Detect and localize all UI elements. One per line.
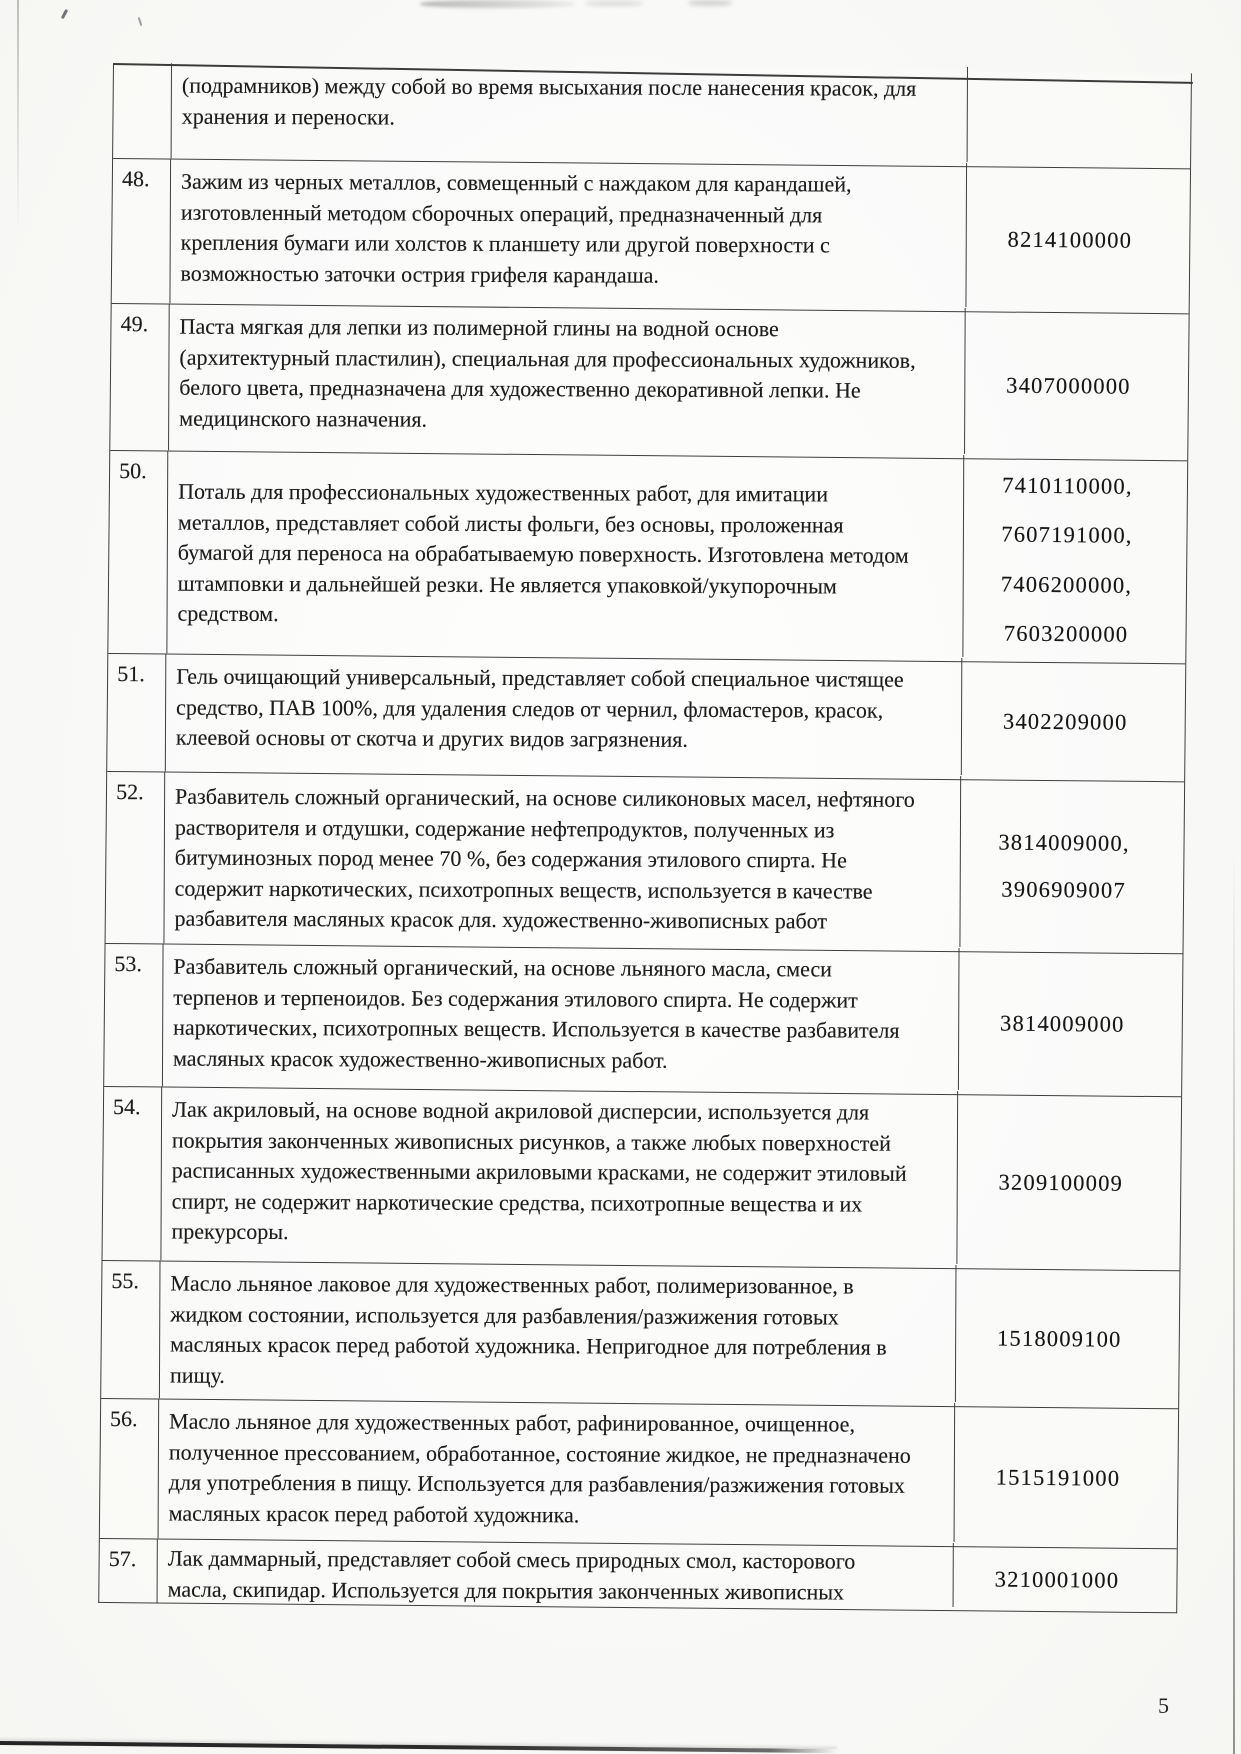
description-cell: Зажим из черных металлов, совмещенный с наждаком для карандашей, изготовленный методом сборочных операций, предназначенный для крепления бумаги или холстов к планшету или другой поверхности с возможностью заточки острия грифеля карандаша. (170, 160, 967, 307)
code-cell (953, 1547, 1177, 1613)
table-row (112, 158, 1190, 313)
code-cell (966, 167, 1190, 313)
description-cell: Гель очищающий универсальный, представляет собой специальное чистящее средство, ПАВ 100%, для удаления следов от чернил, фломастеров, красок, клеевой основы от скотча и других видов загрязнения. (166, 655, 963, 775)
scan-smudge (585, 1, 643, 6)
hs-code: 8214100000 (1007, 226, 1133, 253)
row-number-cell: 48. (112, 159, 171, 303)
table-row (107, 653, 1185, 781)
row-number-cell: 49. (111, 304, 170, 450)
description-cell: Разбавитель сложный органический, на основе льняного масла, смеси терпенов и терпеноидов. Без содержания этилового спирта. Не содержит наркотических, психотропных веществ. Используется в качестве разбавителя масляных красок художественно-живописных работ. (163, 945, 960, 1090)
hs-code: 7603200000 (1003, 620, 1129, 647)
code-cell (961, 662, 1185, 781)
hs-code: 7410110000, (1002, 472, 1133, 499)
row-number-cell: 53. (105, 944, 164, 1086)
row-number-cell: 54. (103, 1087, 162, 1260)
hs-code: 3209100009 (998, 1169, 1124, 1196)
row-number-cell: 55. (102, 1261, 161, 1398)
hs-code: 1518009100 (996, 1325, 1122, 1352)
hs-code: 3814009000, (998, 829, 1130, 856)
hs-code: 7607191000, (1001, 521, 1133, 549)
scan-smudge (688, 0, 732, 6)
description-cell: Масло льняное для художественных работ, рафинированное, очищенное, полученное прессованием, обработанное, состояние жидкое, не предназначено для употребления в пищу. Используется для разбавления/разжижения готовых масляных красок перед работой художника. (159, 1400, 956, 1542)
row-number-cell: 57. (100, 1539, 158, 1603)
table-row (104, 943, 1182, 1096)
scan-edge-line (17, 0, 19, 230)
description-cell: Лак акриловый, на основе водной акриловой дисперсии, используется для покрытия законченных живописных рисунков, а также любых поверхностей расписанных художественными акриловыми красками, не содержит этиловый спирт, не содержит наркотические средства, психотропные вещества и их прекурсоры. (161, 1088, 958, 1264)
pencil-mark (61, 9, 68, 19)
goods-codes-table (98, 63, 1192, 1613)
code-cell (960, 780, 1185, 953)
table-row (110, 303, 1188, 460)
code-cell (967, 71, 1191, 168)
hs-code: 3210001000 (994, 1566, 1120, 1593)
pencil-mark (138, 17, 143, 26)
page-number: 5 (1158, 1693, 1169, 1718)
description-cell: Разбавитель сложный органический, на основе силиконовых масел, нефтяного растворителя и отдушки, содержание нефтепродуктов, полученных из битуминозных пород менее 70 %, без содержания этилового спирта. Не содержит наркотических, психотропных веществ, используется в качестве разбавителя масляных красок для. художественно-живописных работ (164, 773, 961, 947)
row-number-cell: 51. (108, 654, 167, 771)
code-cell (962, 459, 1187, 663)
code-cell (954, 1407, 1178, 1548)
table-row (108, 450, 1187, 663)
code-cell (955, 1269, 1179, 1408)
scan-bottom-line (0, 1741, 837, 1753)
code-cell (956, 1095, 1181, 1270)
description-cell: Поталь для профессиональных художественных работ, для имитации металлов, представляет собой листы фольги, без основы, проложенная бумагой для переноса на обрабатываемую поверхность. Изготовлена методом штамповки и дальнейшей резки. Не является упаковкой/укупорочным средством. (167, 452, 964, 657)
hs-code: 3407000000 (1006, 372, 1131, 399)
table-row (100, 1398, 1178, 1548)
row-number-cell: 56. (101, 1399, 160, 1538)
table-row (101, 1260, 1179, 1408)
scan-edge-line (1233, 850, 1235, 1754)
row-number-cell: 52. (106, 772, 165, 943)
code-cell (964, 312, 1188, 460)
table-row (99, 1538, 1177, 1613)
row-number-cell (114, 63, 172, 158)
description-cell: (подрамников) между собой во время высыхания после нанесения красок, для хранения и переноски. (172, 64, 968, 162)
hs-code: 3906909007 (1001, 876, 1126, 903)
hs-code: 7406200000, (1000, 571, 1133, 598)
table-row (103, 1086, 1182, 1270)
hs-code: 1515191000 (995, 1464, 1121, 1491)
description-cell: Паста мягкая для лепки из полимерной глины на водной основе (архитектурный пластилин), специальная для профессиональных художников, белого цвета, предназначена для художественно декоративной лепки. Не медицинского назначения. (169, 305, 966, 454)
code-cell (958, 952, 1182, 1096)
hs-code: 3402209000 (1002, 708, 1128, 735)
hs-code: 3814009000 (999, 1010, 1125, 1037)
description-cell: Масло льняное лаковое для художественных работ, полимеризованное, в жидком состоянии, используется для разбавления/разжижения готовых масляных красок перед работой художника. Непригодное для потребления в пищу. (160, 1262, 957, 1402)
row-number-cell: 50. (109, 451, 168, 653)
description-cell: Лак даммарный, представляет собой смесь природных смол, касторового масла, скипидар. Используется для покрытия законченных живописных (158, 1539, 954, 1606)
scan-smudge (420, 0, 575, 8)
table-row (106, 771, 1185, 953)
